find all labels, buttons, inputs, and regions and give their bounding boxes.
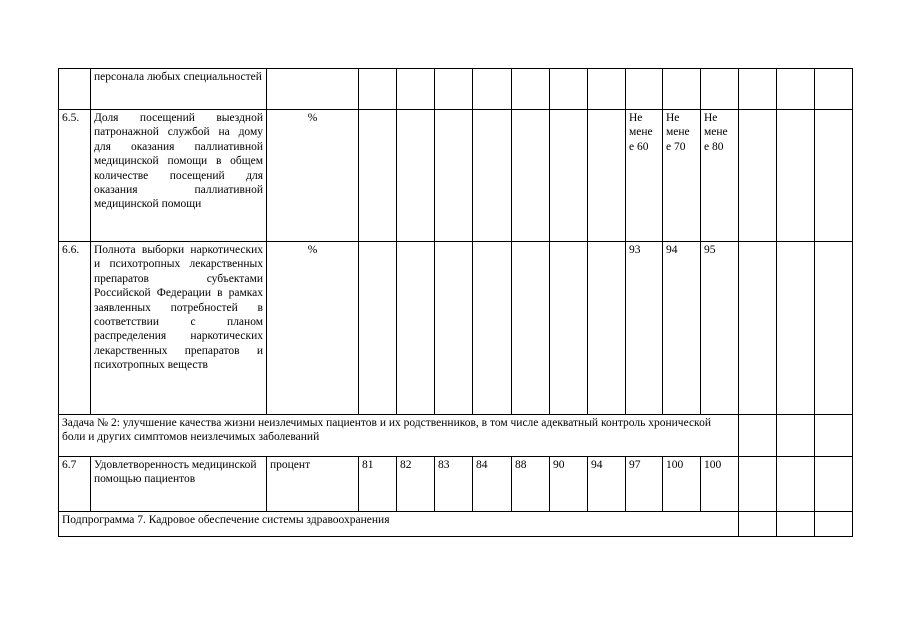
value-cell: 83: [435, 457, 473, 512]
indicators-table: [58, 68, 853, 537]
value-cell: Не мене е 80: [701, 110, 739, 242]
value-cell: 95: [701, 242, 739, 415]
row-number: 6.7: [59, 457, 91, 512]
row-number: 6.6.: [59, 242, 91, 415]
row-number: 6.5.: [59, 110, 91, 242]
value-cell: 97: [626, 457, 663, 512]
value-cell: Не мене е 70: [663, 110, 701, 242]
value-cell: 94: [663, 242, 701, 415]
subprogram-heading: Подпрограмма 7. Кадровое обеспечение системы здравоохранения: [59, 512, 739, 537]
row-number-cell: [59, 69, 91, 110]
unit-cell: процент: [267, 457, 359, 512]
value-cell: 82: [397, 457, 435, 512]
indicator-description: Полнота выборки наркотических и психотропных лекарственных препаратов субъектами Российской Федерации в рамках заявленных потребностей в соответствии с планом распределения наркотических лекарственных препаратов и психотропных веществ: [91, 242, 267, 415]
table-row-6-5: [59, 110, 853, 242]
value-cell: 93: [626, 242, 663, 415]
unit-cell: %: [267, 110, 359, 242]
value-cell: 94: [588, 457, 626, 512]
unit-cell: %: [267, 242, 359, 415]
indicator-description: Доля посещений выездной патронажной службой на дому для оказания паллиативной медицинской помощи в общем количестве посещений для оказания паллиативной медицинской помощи: [91, 110, 267, 242]
value-cell: 100: [663, 457, 701, 512]
table-row-6-7: [59, 457, 853, 512]
indicator-description: персонала любых специальностей: [91, 69, 267, 110]
table-row-continuation: [59, 69, 853, 110]
value-cell: 84: [473, 457, 512, 512]
document-page: [58, 68, 853, 537]
indicator-description: Удовлетворенность медицинской помощью пациентов: [91, 457, 267, 512]
value-cell: Не мене е 60: [626, 110, 663, 242]
task-heading: Задача № 2: улучшение качества жизни неизлечимых пациентов и их родственников, в том числе адекватный контроль хронической боли и других симптомов неизлечимых заболеваний: [59, 415, 739, 457]
table-row-subprogram-7: [59, 512, 853, 537]
table-row-task-2: [59, 415, 853, 457]
value-cell: 81: [359, 457, 397, 512]
unit-cell: [267, 69, 359, 110]
value-cell: 90: [550, 457, 588, 512]
table-row-6-6: [59, 242, 853, 415]
value-cell: 88: [512, 457, 550, 512]
value-cell: 100: [701, 457, 739, 512]
